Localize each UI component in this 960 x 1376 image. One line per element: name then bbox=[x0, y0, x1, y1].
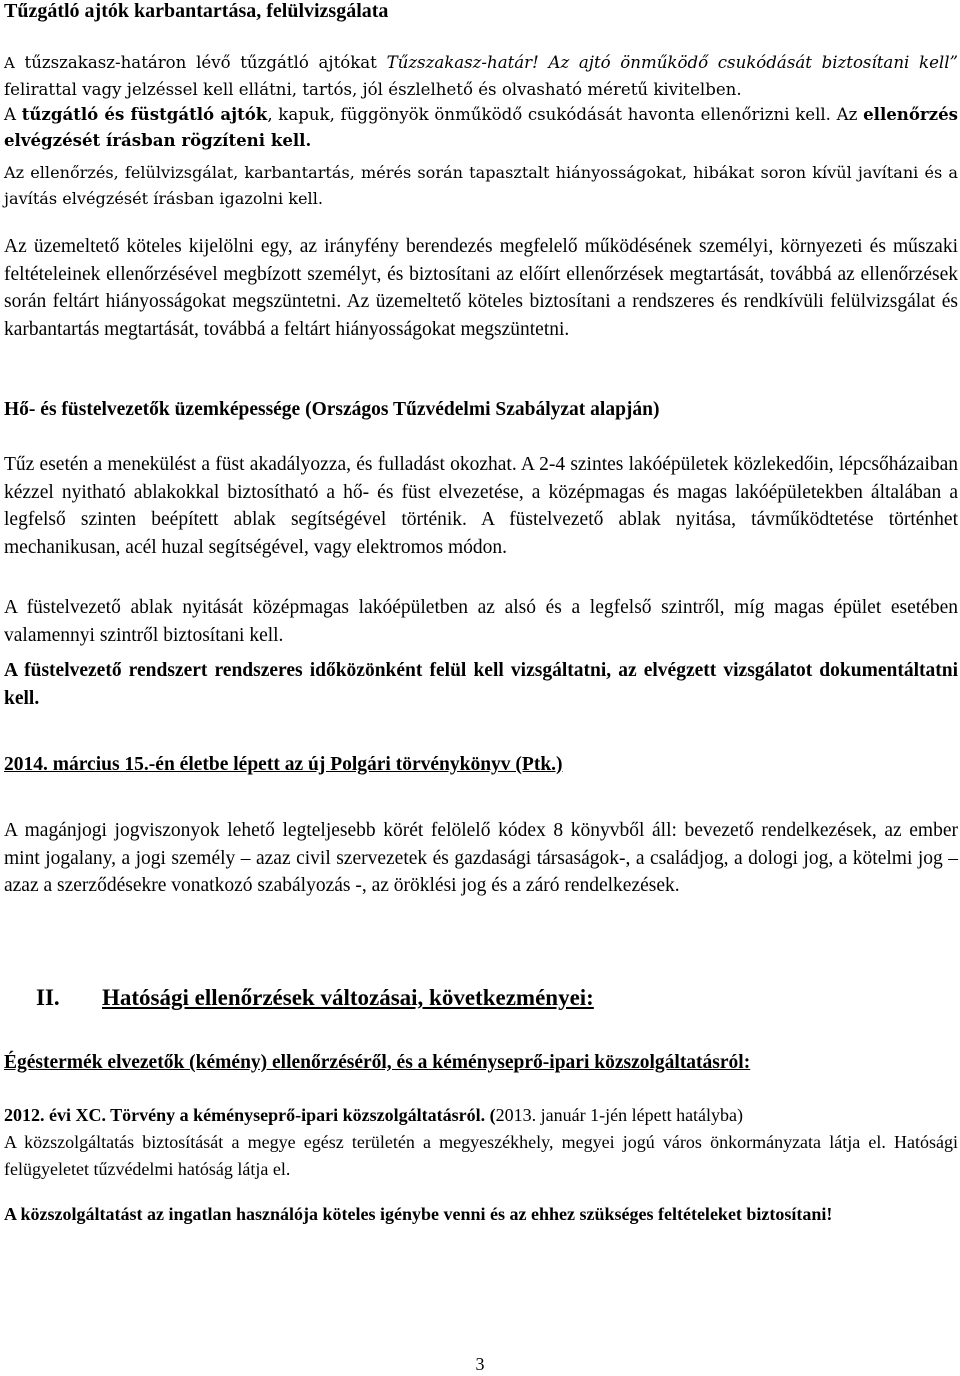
intro-text-end: felirattal vagy jelzéssel kell ellátni, tartós, jól észlelhető és olvasható méretű kivitelben. bbox=[4, 79, 742, 99]
intro-check-mid: , kapuk, függönyök önműködő csukódását havonta ellenőrizni kell. Az bbox=[267, 105, 864, 124]
control-paragraph: Az ellenőrzés, felülvizsgálat, karbantartás, mérés során tapasztalt hiányosságokat, hibákat soron kívül javítani és a javítás elvégzését írásban igazolni kell. bbox=[4, 163, 958, 208]
ptk-heading: 2014. március 15.-én életbe lépett az új Polgári törvénykönyv (Ptk.) bbox=[4, 754, 563, 775]
intro-check-bold: tűzgátló és füstgátló ajtók bbox=[21, 104, 268, 124]
ptk-paragraph: A magánjogi jogviszonyok lehető legteljesebb körét felölelő kódex 8 könyvből áll: bevezető rendelkezések, az ember mint jogalany, a jogi személy – azaz civil szervezetek és gazdasági társaságok-, a családjog, a dologi jog, a kötelmi jog – azaz a szerződésekre vonatkozó szabályozás -, az öröklési jog és a záró rendelkezések. bbox=[4, 820, 958, 896]
law-body: A közszolgáltatás biztosítását a megye egész területén a megyeszékhely, megyei jogú város önkormányzata látja el. Hatósági felügyeletet tűzvédelmi hatóság látja el. bbox=[4, 1132, 958, 1179]
mandatory-paragraph: A közszolgáltatást az ingatlan használója köteles igénybe venni és az ehhez szükséges feltételeket biztosítani! bbox=[4, 1204, 833, 1224]
intro-check-record: ellenőrzés elvégzését írásban rögzíteni kell. bbox=[4, 104, 958, 150]
smoke-paragraph-1: Tűz esetén a menekülést a füst akadályozza, és fulladást okozhat. A 2-4 szintes lakóépületek közlekedőin, lépcsőházaiban kézzel nyitható ablakokkal biztosítható a hő- és füst elvezetése, a középmagas és magas lakóépületekben általában a legfelső szinten beépített ablak segítségével történik. A füstelvezető ablak nyitása, távműködtetése történhet mechanikusan, acél huzal segítségével, vagy elektromos módon. bbox=[4, 454, 958, 558]
section-heading bbox=[36, 983, 594, 1013]
law-paragraph bbox=[4, 1102, 958, 1183]
chimney-heading: Égéstermék elvezetők (kémény) ellenőrzéséről, és a kéményseprő-ipari közszolgáltatásról: bbox=[4, 1052, 751, 1073]
smoke-paragraph-3: A füstelvezető rendszert rendszeres időközönként felül kell vizsgáltatni, az elvégzett vizsgálatot dokumentáltatni kell. bbox=[4, 660, 958, 709]
intro-sign-text: Tűzszakasz-határ! Az ajtó önműködő csukódását biztosítani kell” bbox=[386, 53, 958, 72]
section-title: Hatósági ellenőrzések változásai, következményei: bbox=[102, 985, 594, 1010]
section-number: II. bbox=[36, 985, 60, 1010]
operator-paragraph: Az üzemeltető köteles kijelölni egy, az irányfény berendezés megfelelő működésének személyi, környezeti és műszaki feltételeinek ellenőrzésével megbízott személyt, és biztosítani az előírt ellenőrzések megtartását, továbbá az ellenőrzések során feltárt hiányosságokat megszüntetni. Az üzemeltető köteles biztosítani a rendszeres és rendkívüli felülvizsgálat és karbantartás megtartását, továbbá a feltárt hiányosságokat megszüntetni. bbox=[4, 236, 958, 340]
law-title: 2012. évi XC. Törvény a kéményseprő-ipari közszolgáltatásról. ( bbox=[4, 1105, 496, 1125]
document-title: Tűzgátló ajtók karbantartása, felülvizsgálata bbox=[4, 0, 389, 22]
intro-initial: A bbox=[4, 54, 15, 72]
intro-text: tűzszakasz-határon lévő tűzgátló ajtókat bbox=[14, 53, 387, 72]
law-effective-date: 2013. január 1-jén lépett hatályba) bbox=[495, 1105, 744, 1125]
smoke-heading: Hő- és füstelvezetők üzemképessége (Országos Tűzvédelmi Szabályzat alapján) bbox=[4, 399, 660, 420]
smoke-paragraph-2: A füstelvezető ablak nyitását középmagas lakóépületben az alsó és a legfelső szintről, míg magas épület esetében valamennyi szintről biztosítani kell. bbox=[4, 597, 958, 646]
intro-check-start: A bbox=[4, 105, 22, 124]
page-number: 3 bbox=[475, 1354, 485, 1374]
intro-paragraph bbox=[4, 50, 958, 153]
